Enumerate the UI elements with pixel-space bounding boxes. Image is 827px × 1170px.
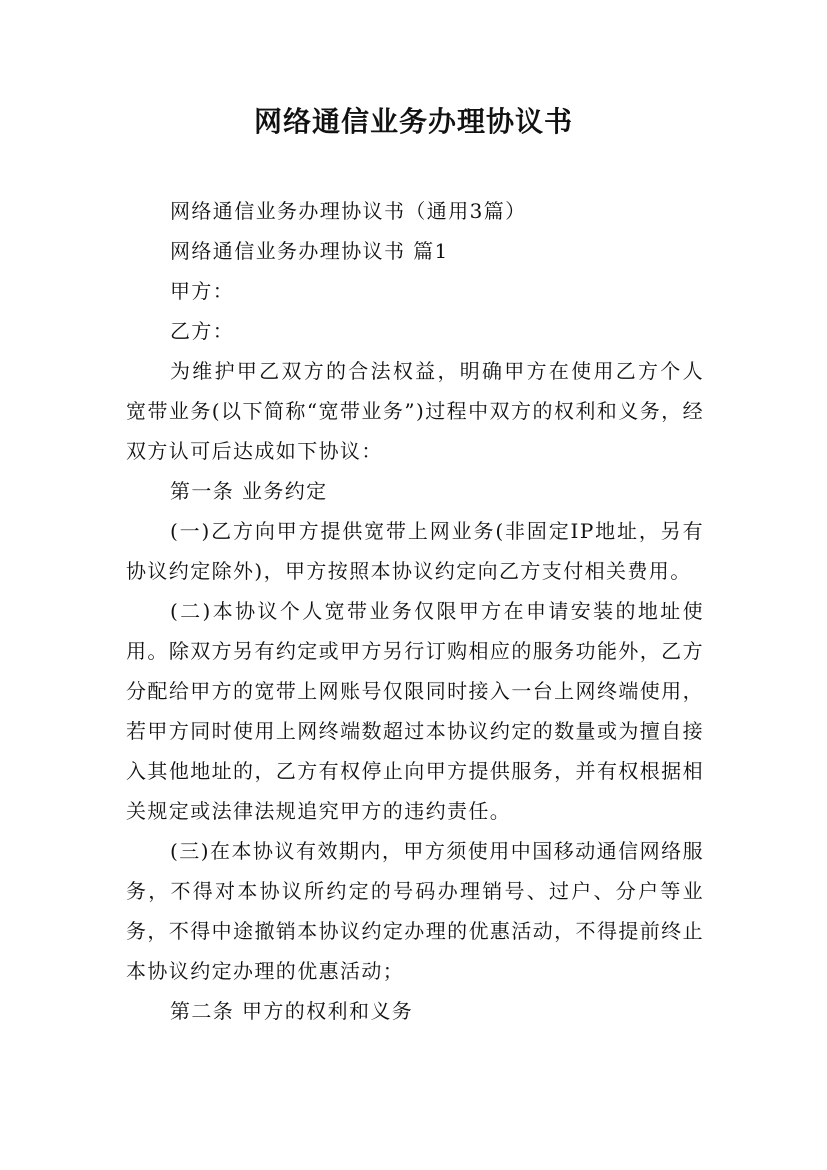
paragraph-clause-1: (一)乙方向甲方提供宽带上网业务(非固定IP地址，另有协议约定除外)，甲方按照本协议约定向乙方支付相关费用。 — [126, 519, 704, 583]
paragraph-preamble: 为维护甲乙双方的合法权益，明确甲方在使用乙方个人宽带业务(以下简称“宽带业务”)过程中双方的权利和义务，经双方认可后达成如下协议： — [126, 359, 704, 463]
document-body — [126, 191, 704, 1031]
paragraph-clause-2: (二)本协议个人宽带业务仅限甲方在申请安装的地址使用。除双方另有约定或甲方另行订购相应的服务功能外，乙方分配给甲方的宽带上网账号仅限同时接入一台上网终端使用，若甲方同时使用上网终端数超过本协议约定的数量或为擅自接入其他地址的，乙方有权停止向甲方提供服务，并有权根据相关规定或法律法规追究甲方的违约责任。 — [126, 599, 704, 823]
paragraph-clause-3: (三)在本协议有效期内，甲方须使用中国移动通信网络服务，不得对本协议所约定的号码办理销号、过户、分户等业务，不得中途撤销本协议约定办理的优惠活动，不得提前终止本协议约定办理的优惠活动； — [126, 839, 704, 983]
paragraph-party-b: 乙方： — [170, 319, 235, 343]
paragraph-party-a: 甲方： — [170, 279, 235, 303]
paragraph-subtitle: 网络通信业务办理协议书（通用3篇） — [170, 199, 527, 223]
paragraph-section-heading: 网络通信业务办理协议书 篇1 — [170, 239, 449, 263]
document-title: 网络通信业务办理协议书 — [253, 105, 573, 138]
paragraph-article-2: 第二条 甲方的权利和义务 — [170, 999, 414, 1023]
paragraph-article-1: 第一条 业务约定 — [170, 479, 328, 503]
